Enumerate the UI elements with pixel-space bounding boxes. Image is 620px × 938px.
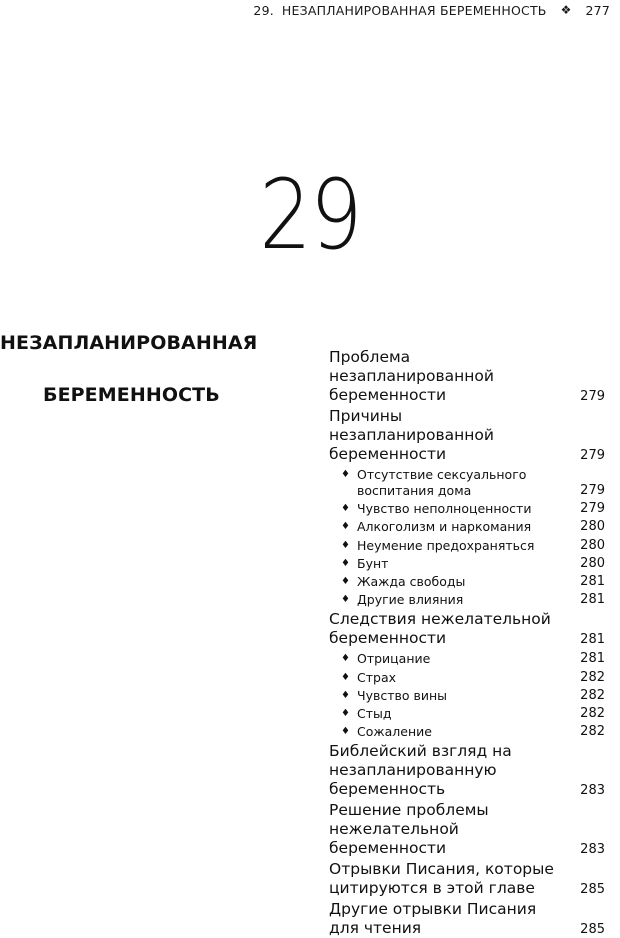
diamond-bullet-icon: ♦ — [341, 594, 350, 606]
toc-sub-entry — [329, 574, 609, 590]
toc-entry-title: Решение проблемы нежелательной беременности — [329, 801, 489, 858]
toc-sub-entry — [329, 651, 609, 667]
toc-sub-entry-title: Сожаление — [357, 724, 432, 740]
toc-entry-page: 279 — [580, 448, 605, 463]
diamond-bullet-icon: ♦ — [341, 521, 350, 533]
toc-sub-entry-page: 282 — [580, 724, 605, 740]
toc-entry — [329, 348, 609, 405]
toc-entry-page: 283 — [580, 842, 605, 858]
toc-sub-entry-title: Стыд — [357, 705, 392, 721]
toc-sub-entry-page: 281 — [580, 573, 605, 589]
toc-sub-entry — [329, 556, 609, 572]
toc-entry — [329, 801, 609, 858]
chapter-title-line2: БЕРЕМЕННОСТЬ — [43, 384, 220, 406]
toc-sub-entry-page: 282 — [580, 687, 605, 703]
toc-sub-entry-page: 280 — [580, 519, 605, 535]
diamond-bullet-icon: ♦ — [341, 707, 350, 719]
toc-sub-entry-title: Алкоголизм и наркомания — [357, 519, 532, 535]
toc-entry-title: Проблема незапланированной беременности — [329, 348, 494, 404]
toc-sub-entry — [329, 538, 609, 554]
toc-sub-entry-title: Чувство вины — [357, 687, 448, 703]
toc-sub-entry-page: 280 — [580, 537, 605, 553]
toc-sub-entry-title: Отрицание — [357, 651, 431, 667]
toc-entry — [329, 610, 609, 648]
toc-sub-entry — [329, 724, 609, 740]
toc-entry-title: Причины незапланированной беременности — [329, 407, 494, 463]
running-head-chapter-title: НЕЗАПЛАНИРОВАННАЯ БЕРЕМЕННОСТЬ — [281, 2, 547, 18]
toc-entry — [329, 860, 609, 898]
toc-sub-entry — [329, 501, 609, 517]
toc-sub-entry-page: 282 — [580, 669, 605, 685]
running-head — [253, 0, 610, 20]
diamond-bullet-icon: ♦ — [341, 503, 350, 515]
toc-entry-title: Библейский взгляд на незапланированную беременность — [329, 742, 512, 799]
toc-entry-page: 279 — [580, 389, 605, 404]
diamond-bullet-icon: ♦ — [341, 726, 350, 738]
diamond-bullet-icon: ♦ — [341, 653, 350, 665]
toc-sub-entry-title: Бунт — [357, 555, 389, 571]
diamond-bullet-icon: ♦ — [341, 671, 350, 683]
toc-sub-entry-title: Неумение предохраняться — [357, 537, 535, 553]
toc-entry-page: 283 — [580, 783, 605, 799]
toc-entry-title: Отрывки Писания, которые цитируются в этой главе — [329, 860, 554, 898]
toc-entry-page: 285 — [580, 922, 605, 938]
toc-entry — [329, 900, 609, 938]
toc-sub-list — [329, 467, 609, 608]
toc-sub-entry — [329, 592, 609, 608]
toc-sub-entry-page: 281 — [580, 592, 605, 608]
toc-sub-entry — [329, 688, 609, 704]
toc-entry-page: 285 — [580, 882, 605, 898]
toc-sub-entry-page: 280 — [580, 555, 605, 571]
chapter-number: 29 — [259, 159, 361, 271]
ornament-icon: ❖ — [560, 3, 572, 17]
toc-sub-entry-title: Жажда свободы — [357, 573, 466, 589]
toc-sub-list — [329, 651, 609, 740]
toc-entry-title: Следствия нежелательной беременности — [329, 610, 551, 648]
diamond-bullet-icon: ♦ — [341, 689, 350, 701]
toc-sub-entry — [329, 670, 609, 686]
running-head-chapter-label: 29. — [253, 2, 274, 18]
page-number: 277 — [585, 2, 610, 18]
table-of-contents — [329, 348, 609, 938]
toc-sub-entry-title: Отсутствие сексуального воспитания дома — [357, 467, 527, 498]
toc-sub-entry — [329, 467, 609, 499]
diamond-bullet-icon: ♦ — [341, 539, 350, 551]
diamond-bullet-icon: ♦ — [341, 557, 350, 569]
toc-sub-entry — [329, 519, 609, 535]
toc-entry-page: 281 — [580, 632, 605, 648]
diamond-bullet-icon: ♦ — [341, 575, 350, 587]
toc-entry-title: Другие отрывки Писания для чтения — [329, 900, 537, 938]
toc-entry — [329, 742, 609, 799]
toc-sub-entry-title: Страх — [357, 669, 397, 685]
toc-sub-entry-page: 281 — [580, 651, 605, 667]
toc-sub-entry-title: Другие влияния — [357, 592, 464, 608]
toc-sub-entry-page: 279 — [580, 483, 605, 498]
toc-sub-entry-page: 279 — [580, 501, 605, 517]
toc-entry — [329, 407, 609, 464]
toc-sub-entry-page: 282 — [580, 705, 605, 721]
diamond-bullet-icon: ♦ — [341, 469, 350, 480]
toc-sub-entry — [329, 706, 609, 722]
chapter-title-line1: НЕЗАПЛАНИРОВАННАЯ — [0, 332, 258, 354]
toc-sub-entry-title: Чувство неполноценности — [357, 501, 532, 517]
